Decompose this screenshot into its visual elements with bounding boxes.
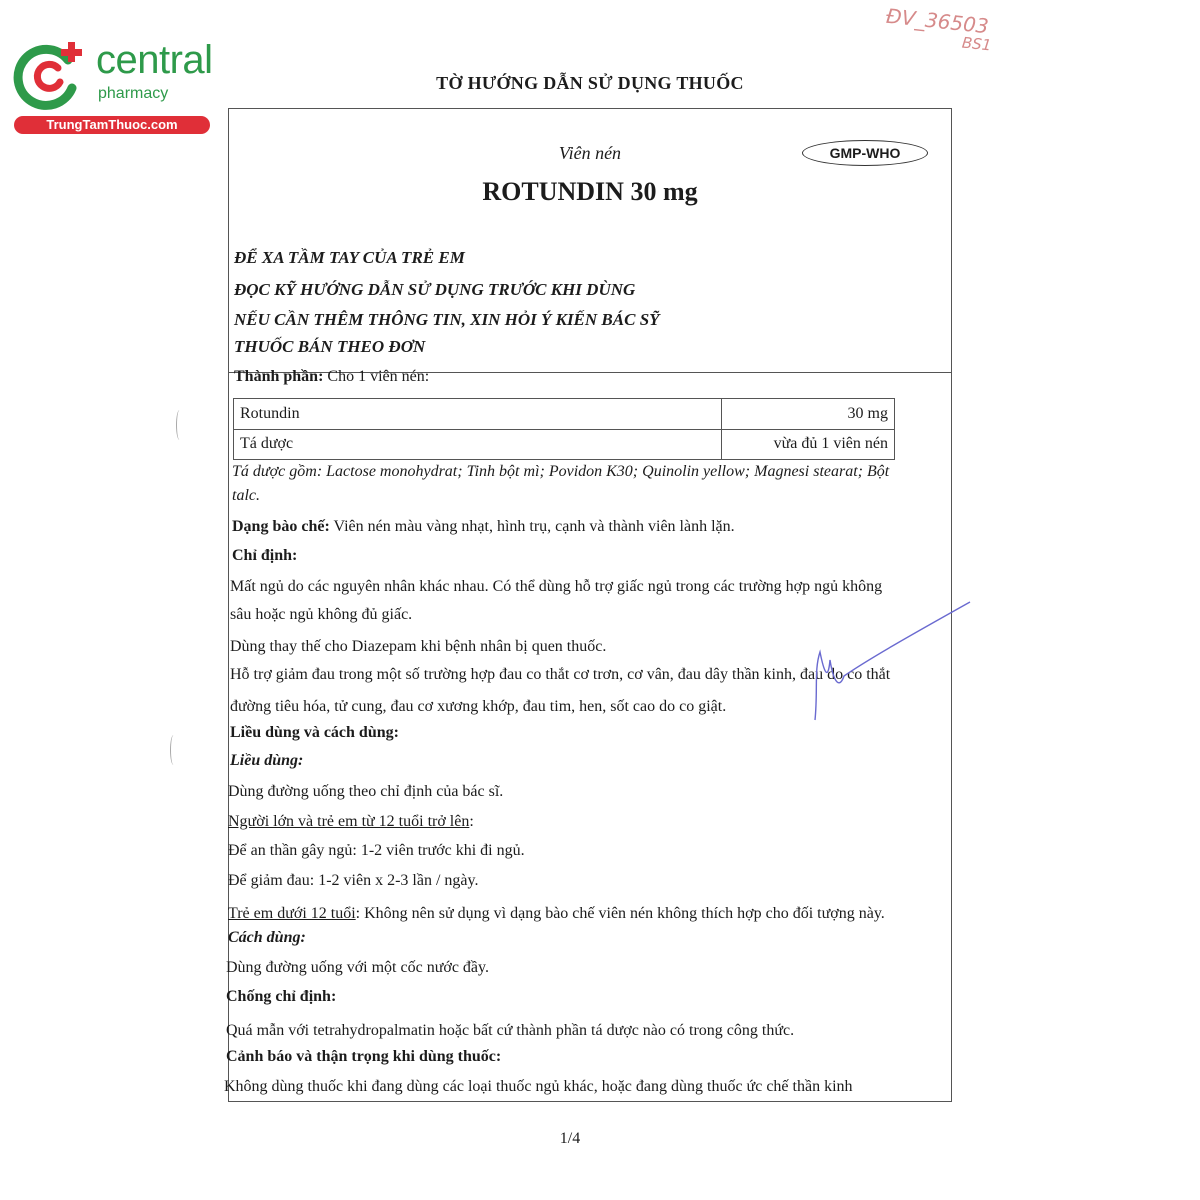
brand-url[interactable]: TrungTamThuoc.com xyxy=(14,116,210,134)
ingredient-name: Tá dược xyxy=(234,429,722,460)
composition-heading: Thành phần: xyxy=(234,368,324,385)
children-label: Trẻ em dưới 12 tuổi xyxy=(228,905,356,922)
handwritten-suffix: BS1 xyxy=(961,33,993,55)
table-row xyxy=(234,429,895,460)
children-line xyxy=(228,905,885,923)
excipients-text-cont: talc. xyxy=(232,487,260,504)
punch-hole-mark xyxy=(176,410,183,440)
dosage-heading: Liều dùng và cách dùng: xyxy=(230,724,399,741)
indication-text: Hỗ trợ giảm đau trong một số trường hợp đau co thắt cơ trơn, cơ vân, đau dây thần kinh, đau do co thắt xyxy=(230,666,891,683)
adults-label: Người lớn và trẻ em từ 12 tuổi trở lên xyxy=(228,813,470,830)
excipients-text: Tá dược gồm: Lactose monohydrat; Tinh bột mì; Povidon K30; Quinolin yellow; Magnesi stearat; Bột xyxy=(232,463,890,480)
contraindications-heading: Chống chỉ định: xyxy=(226,988,337,1005)
usage-subheading: Cách dùng: xyxy=(228,929,306,946)
contraindications-text: Quá mẫn với tetrahydropalmatin hoặc bất cứ thành phần tá dược nào có trong công thức. xyxy=(226,1022,795,1039)
indication-text: Mất ngủ do các nguyên nhân khác nhau. Có thể dùng hỗ trợ giấc ngủ trong các trường hợp ngủ không xyxy=(230,578,883,595)
warning-prescription: THUỐC BÁN THEO ĐƠN xyxy=(234,337,426,356)
precautions-text: Không dùng thuốc khi đang dùng các loại thuốc ngủ khác, hoặc đang dùng thuốc ức chế thần kinh xyxy=(224,1078,853,1095)
adults-line xyxy=(228,813,474,831)
page-number: 1/4 xyxy=(559,1130,581,1147)
punch-hole-mark xyxy=(170,735,177,765)
dose-subheading: Liều dùng: xyxy=(230,752,304,769)
indications-heading: Chỉ định: xyxy=(232,547,298,564)
table-row xyxy=(234,399,895,430)
ingredient-amount: 30 mg xyxy=(722,399,895,430)
indication-text: sâu hoặc ngủ không đủ giấc. xyxy=(230,606,413,623)
warning-children: ĐỂ XA TẦM TAY CỦA TRẺ EM xyxy=(234,248,465,267)
brand-tagline: pharmacy xyxy=(98,85,169,102)
composition-table xyxy=(233,398,895,460)
adults-colon: : xyxy=(469,813,474,830)
sedation-dose: Để an thần gây ngủ: 1-2 viên trước khi đi ngủ. xyxy=(228,842,525,859)
children-text: : Không nên sử dụng vì dạng bào chế viên nén không thích hợp cho đối tượng này. xyxy=(355,905,885,922)
analgesia-dose: Để giảm đau: 1-2 viên x 2-3 lần / ngày. xyxy=(228,872,479,889)
gmp-badge: GMP-WHO xyxy=(802,140,928,166)
dosage-form-heading: Dạng bào chế: xyxy=(232,518,330,535)
indication-text: đường tiêu hóa, tử cung, đau cơ xương khớp, đau tim, hen, sốt cao do co giật. xyxy=(230,698,727,715)
drug-name: ROTUNDIN 30 mg xyxy=(482,177,698,206)
composition-line xyxy=(234,368,429,386)
ingredient-amount: vừa đủ 1 viên nén xyxy=(722,429,895,460)
composition-intro: Cho 1 viên nén: xyxy=(327,368,430,385)
usage-text: Dùng đường uống với một cốc nước đầy. xyxy=(226,959,489,976)
precautions-heading: Cảnh báo và thận trọng khi dùng thuốc: xyxy=(226,1048,502,1065)
indication-text: Dùng thay thế cho Diazepam khi bệnh nhân bị quen thuốc. xyxy=(230,638,607,655)
ingredient-name: Rotundin xyxy=(234,399,722,430)
warning-ask-doctor: NẾU CẦN THÊM THÔNG TIN, XIN HỎI Ý KIẾN BÁC SỸ xyxy=(234,310,660,329)
warning-read-instructions: ĐỌC KỸ HƯỚNG DẪN SỬ DỤNG TRƯỚC KHI DÙNG xyxy=(234,280,636,299)
handwritten-code: ĐV_36503 xyxy=(885,3,990,39)
handwritten-note xyxy=(880,5,1000,61)
dose-intro: Dùng đường uống theo chỉ định của bác sĩ. xyxy=(228,783,504,800)
signature-mark xyxy=(800,590,980,730)
dosage-form-text: Viên nén màu vàng nhạt, hình trụ, cạnh và thành viên lành lặn. xyxy=(333,518,735,535)
dosage-form-line xyxy=(232,518,735,536)
dosage-form-label: Viên nén xyxy=(558,143,622,163)
leaflet-title: TỜ HƯỚNG DẪN SỬ DỤNG THUỐC xyxy=(436,73,744,93)
brand-name: central xyxy=(96,38,213,82)
